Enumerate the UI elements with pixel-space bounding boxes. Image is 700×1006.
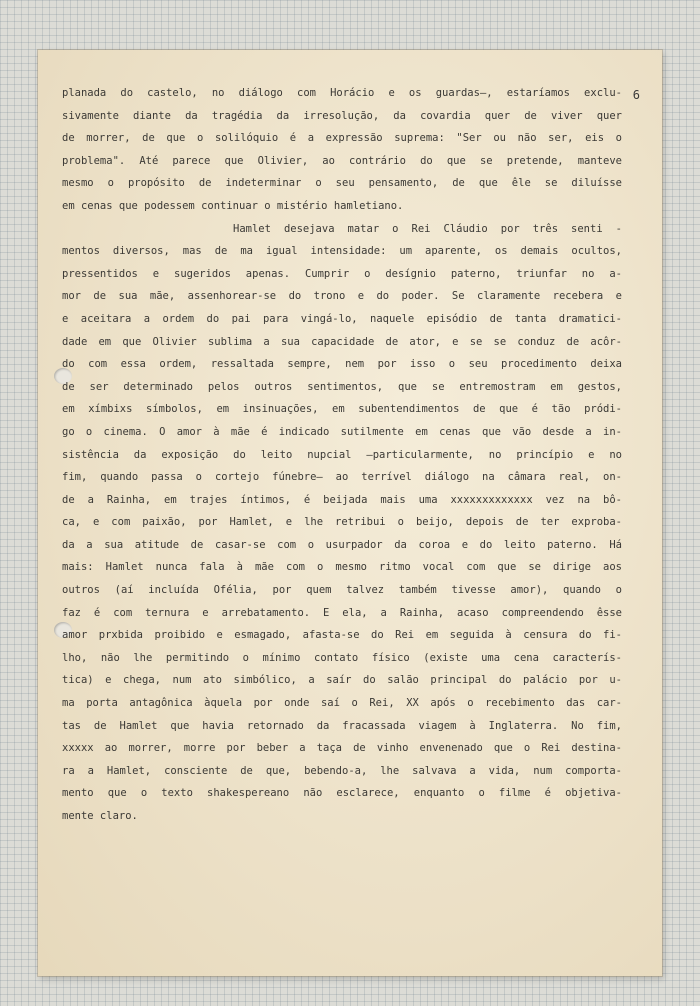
text-line: dade em que Olivier sublima a sua capacidade de ator, e se se conduz de acôr-: [62, 335, 622, 348]
text-line: lho, não lhe permitindo o mínimo contato físico (existe uma cena caracterís-: [62, 651, 622, 664]
text-line: mor de sua mãe, assenhorear-se do trono e do poder. Se claramente recebera e: [62, 290, 622, 303]
text-line: outros (aí incluída Ofélia, por quem talvez também tivesse amor), quando o: [62, 584, 622, 597]
text-line: Hamlet desejava matar o Rei Cláudio por três senti -: [233, 222, 622, 235]
text-line: mais: Hamlet nunca fala à mãe com o mesmo ritmo vocal com que se dirige aos: [62, 561, 622, 574]
text-line: sistência da exposição do leito nupcial —particularmente, no princípio e no: [62, 448, 622, 461]
page-number: 6: [632, 88, 640, 102]
text-line: em xímbixs símbolos, em insinuações, em subentendimentos de que é tão pródi-: [62, 403, 622, 416]
text-line: planada do castelo, no diálogo com Horácio e os guardas—, estaríamos exclu-: [62, 87, 622, 99]
text-line: mentos diversos, mas de ma igual intensidade: um aparente, os demais ocultos,: [62, 245, 622, 258]
text-line: amor prxbida proibido e esmagado, afasta-se do Rei em seguida à censura do fi-: [62, 629, 622, 642]
text-line: problema". Até parece que Olivier, ao contrário do que se pretende, manteve: [62, 154, 622, 167]
text-line: de ser determinado pelos outros sentimentos, que se entremostram em gestos,: [62, 380, 622, 393]
text-line: xxxxx ao morrer, morre por beber a taça de vinho envenenado que o Rei destina-: [62, 742, 622, 755]
text-line: mento que o texto shakespereano não esclarece, enquanto o filme é objetiva-: [62, 787, 622, 800]
text-line: pressentidos e sugeridos apenas. Cumprir o desígnio paterno, triunfar no a-: [62, 267, 622, 280]
text-line: sivamente diante da tragédia da irresolução, da covardia quer de viver quer: [62, 109, 622, 122]
text-line: de a Rainha, em trajes íntimos, é beijada mais uma xxxxxxxxxxxxx vez na bô-: [62, 493, 622, 506]
body-text: [62, 82, 622, 828]
text-line: da a sua atitude de casar-se com o usurpador da coroa e do leito paterno. Há: [62, 538, 622, 551]
text-line: ra a Hamlet, consciente de que, bebendo-a, lhe salvava a vida, num comporta-: [62, 764, 622, 777]
text-line: fim, quando passa o cortejo fúnebre— ao terrível diálogo na câmara real, on-: [62, 471, 622, 484]
text-line: ca, e com paixão, por Hamlet, e lhe retribui o beijo, depois de ter exproba-: [62, 516, 622, 529]
text-line: tas de Hamlet que havia retornado da fracassada viagem à Inglaterra. No fim,: [62, 719, 622, 732]
text-line: em cenas que podessem continuar o mistério hamletiano.: [62, 199, 404, 212]
text-line: mente claro.: [62, 810, 138, 822]
text-line: e aceitara a ordem do pai para vingá-lo, naquele episódio de tanta dramatici-: [62, 312, 622, 325]
text-line: tica) e chega, num ato simbólico, a saír do salão principal do palácio por u-: [62, 674, 622, 687]
text-line: do com essa ordem, ressaltada sempre, nem por isso o seu procedimento deixa: [62, 358, 622, 371]
text-line: go o cinema. O amor à mãe é indicado sutilmente em cenas que vão desde a in-: [62, 425, 622, 438]
text-line: mesmo o propósito de indeterminar o seu pensamento, de que êle se diluísse: [62, 177, 622, 190]
text-line: faz é com ternura e arrebatamento. E ela, a Rainha, acaso compreendendo êsse: [62, 606, 622, 619]
text-line: ma porta antagônica àquela por onde saí o Rei, XX após o recebimento das car-: [62, 697, 622, 710]
text-line: de morrer, de que o solilóquio é a expressão suprema: "Ser ou não ser, eis o: [62, 132, 622, 145]
